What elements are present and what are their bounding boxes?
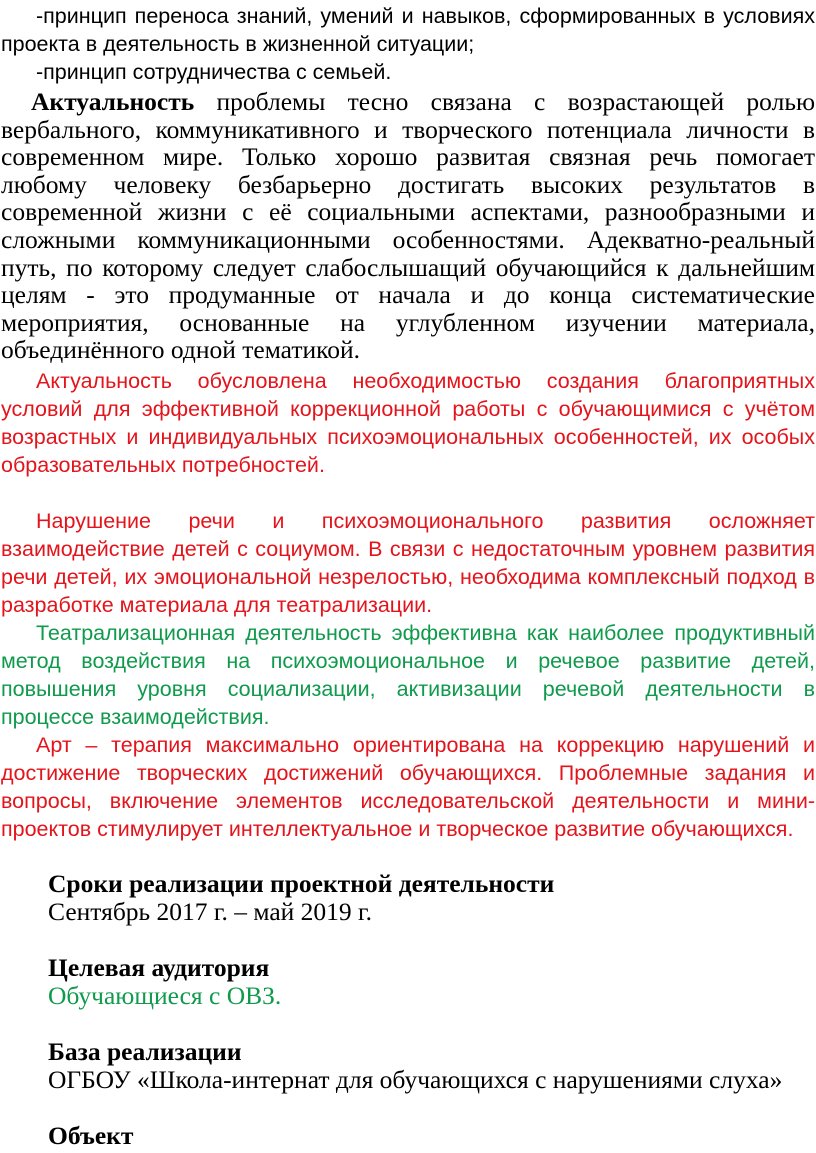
theatre-paragraph: Театрализационная деятельность эффективна как наиболее продуктивный метод воздействия на психоэмоциональное и речевое развитие детей, повышения уровня социализации, активизации речевой деятельности в процессе взаимодействия. xyxy=(1,621,815,729)
terms-section xyxy=(48,870,808,925)
art-paragraph: Арт – терапия максимально ориентирована на коррекцию нарушений и достижение творческих достижений обучающихся. Проблемные задания и вопросы, включение элементов исследовательской деятельности и мини-проектов стимулирует интеллектуальное и творческое развитие обучающихся. xyxy=(1,733,815,841)
speech-paragraph: Нарушение речи и психоэмоционального развития осложняет взаимодействие детей с социумом. В связи с недостаточным уровнем развития речи детей, их эмоциональной незрелостью, необходима комплексный подход в разработке материала для театрализации. xyxy=(1,509,815,617)
terms-value: Сентябрь 2017 г. – май 2019 г. xyxy=(48,896,373,926)
base-heading: База реализации xyxy=(48,1037,242,1066)
conditions-paragraph: Актуальность обусловлена необходимостью создания благоприятных условий для эффективной коррекционной работы с обучающимися с учётом возрастных и индивидуальных психоэмоциональных особенностей, их особых образовательных потребностей. xyxy=(1,369,815,477)
base-value: ОГБОУ «Школа-интернат для обучающихся с нарушениями слуха» xyxy=(48,1064,783,1094)
audience-value: Обучающиеся с ОВЗ. xyxy=(48,980,282,1010)
audience-heading: Целевая аудитория xyxy=(48,953,270,982)
object-section xyxy=(48,1122,808,1150)
terms-heading: Сроки реализации проектной деятельности xyxy=(48,869,555,898)
base-section xyxy=(48,1038,808,1093)
principle-family: -принцип сотрудничества с семьей. xyxy=(36,60,392,84)
relevance-lead: Актуальность xyxy=(31,87,195,116)
audience-section xyxy=(48,954,808,1009)
relevance-paragraph xyxy=(1,88,815,364)
principle-transfer: -принцип переноса знаний, умений и навыков, сформированных в условиях проекта в деятельность в жизненной ситуации; xyxy=(1,4,815,56)
relevance-text: проблемы тесно связана с возрастающей ролью вербального, коммуникативного и творческого потенциала личности в современном мире. Только хорошо развитая связная речь помогает любому человеку безбарьерно достигать высоких результатов в современной жизни с её социальными аспектами, разнообразными и сложными коммуникационными особенностями. Адекватно-реальный путь, по которому следует слабослышащий обучающийся к дальнейшим целям - это продуманные от начала и до конца систематические мероприятия, основанные на углубленном изучении материала, объединённого одной тематикой. xyxy=(1,87,815,365)
object-heading: Объект xyxy=(48,1121,134,1150)
